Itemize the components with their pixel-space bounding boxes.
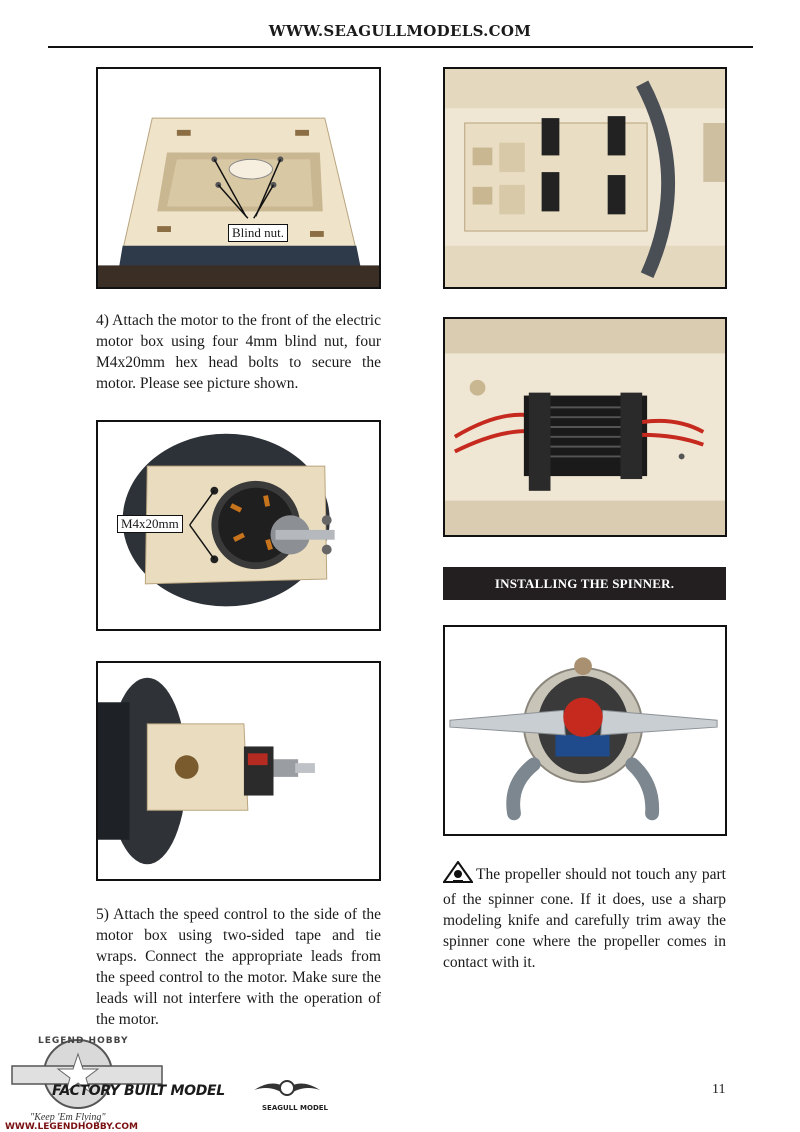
legend-hobby-url: WWW.LEGENDHOBBY.COM [5, 1122, 138, 1132]
factory-built-model-logo: FACTORY BUILT MODEL [52, 1083, 225, 1099]
step-4-text: 4) Attach the motor to the front of the electric motor box using four 4mm blind nut, four M4x20mm hex head bolts to secure the motor. Please see picture shown. [96, 312, 381, 392]
photo-speed-control [443, 317, 727, 537]
page-number: 11 [712, 1082, 726, 1097]
warning-text-block [443, 861, 726, 973]
warning-triangle-icon [443, 861, 473, 889]
photo-motor-box [96, 67, 381, 289]
photo-spinner [443, 625, 727, 836]
legend-arc-text: LEGEND HOBBY [38, 1036, 129, 1046]
site-header: WWW.SEAGULLMODELS.COM [268, 22, 532, 40]
step-5-text: 5) Attach the speed control to the side of the motor box using two-sided tape and tie wraps. Connect the appropriate leads from the speed control to the motor. Make sure the leads will not interfere with the operation of the motor. [96, 906, 381, 1028]
header-divider [48, 46, 753, 48]
blind-nut-callout: Blind nut. [228, 224, 288, 242]
section-title-installing-spinner: INSTALLING THE SPINNER. [443, 567, 726, 600]
photo-motor-side [96, 661, 381, 881]
warning-text: The propeller should not touch any part of the spinner cone. If it does, use a sharp modeling knife and carefully trim away the spinner cone where the propeller comes in contact with it. [443, 866, 726, 971]
photo-fuselage-interior [443, 67, 727, 289]
m4x20mm-callout: M4x20mm [117, 515, 183, 533]
seagull-model-logo-text: SEAGULL MODEL [262, 1104, 328, 1112]
slogan: "Keep 'Em Flying" [30, 1112, 106, 1123]
